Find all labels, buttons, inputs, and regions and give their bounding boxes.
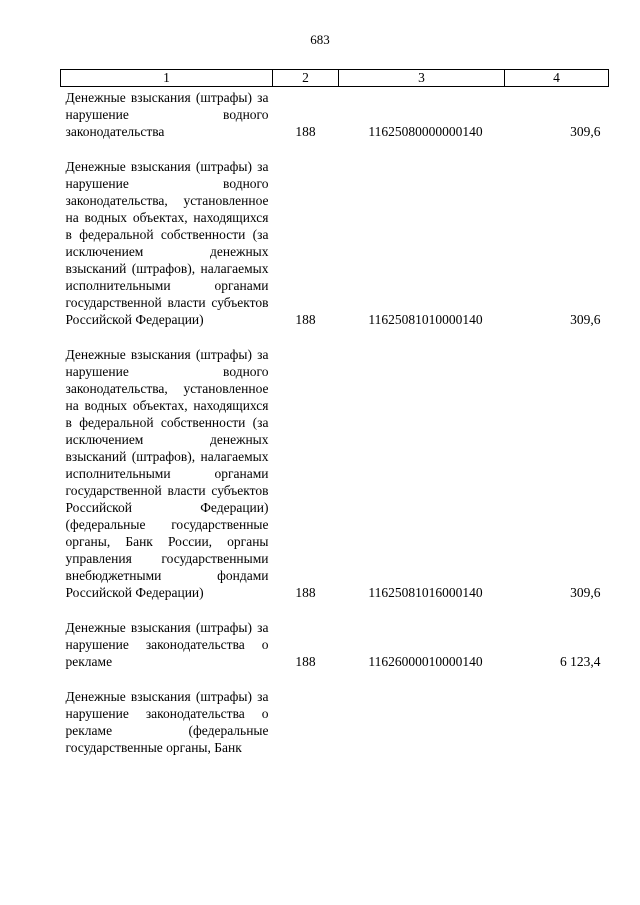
table-row <box>61 670 609 756</box>
amount-cell: 309,6 <box>570 312 601 327</box>
page-number: 683 <box>310 32 330 47</box>
admin-code-cell: 188 <box>295 312 316 327</box>
table-row <box>61 601 609 670</box>
table-row <box>61 140 609 328</box>
column-header-2: 2 <box>273 70 339 87</box>
column-number-header-row <box>61 70 609 87</box>
table-row <box>61 87 609 141</box>
amount-cell: 6 123,4 <box>560 654 601 669</box>
amount-cell: 309,6 <box>570 124 601 139</box>
revenue-name-cell: Денежные взыскания (штрафы) за нарушение водного законодательства, установленное на водных объектах, находящихся в федеральной собственности (за исключением денежных взысканий (штрафов), налагаемых исполнительными органами государственной власти субъектов Российской Федерации) <box>65 159 269 327</box>
budget-code-cell <box>339 670 505 756</box>
budget-code-cell: 11625081010000140 <box>368 312 483 327</box>
column-header-1: 1 <box>61 70 273 87</box>
budget-code-cell: 11625081016000140 <box>368 585 483 600</box>
revenue-name-cell: Денежные взыскания (штрафы) за нарушение законодательства о рекламе (федеральные государственные органы, Банк <box>65 689 269 755</box>
column-header-3: 3 <box>339 70 505 87</box>
amount-cell <box>505 670 609 756</box>
table-row <box>61 328 609 601</box>
budget-revenue-table <box>60 69 609 756</box>
revenue-name-cell: Денежные взыскания (штрафы) за нарушение законодательства о рекламе <box>65 620 269 669</box>
column-header-4: 4 <box>505 70 609 87</box>
admin-code-cell: 188 <box>295 585 316 600</box>
admin-code-cell: 188 <box>295 654 316 669</box>
budget-code-cell: 11625080000000140 <box>368 124 483 139</box>
amount-cell: 309,6 <box>570 585 601 600</box>
budget-code-cell: 11626000010000140 <box>368 654 483 669</box>
admin-code-cell: 188 <box>295 124 316 139</box>
revenue-name-cell: Денежные взыскания (штрафы) за нарушение водного законодательства <box>65 90 269 139</box>
revenue-name-cell: Денежные взыскания (штрафы) за нарушение водного законодательства, установленное на водных объектах, находящихся в федеральной собственности (за исключением денежных взысканий (штрафов), налагаемых исполнительными органами государственной власти субъектов Российской Федерации) (федеральные государственные органы, Банк России, органы управления государственными внебюджетными фондами Российской Федерации) <box>65 347 269 600</box>
admin-code-cell <box>273 670 339 756</box>
